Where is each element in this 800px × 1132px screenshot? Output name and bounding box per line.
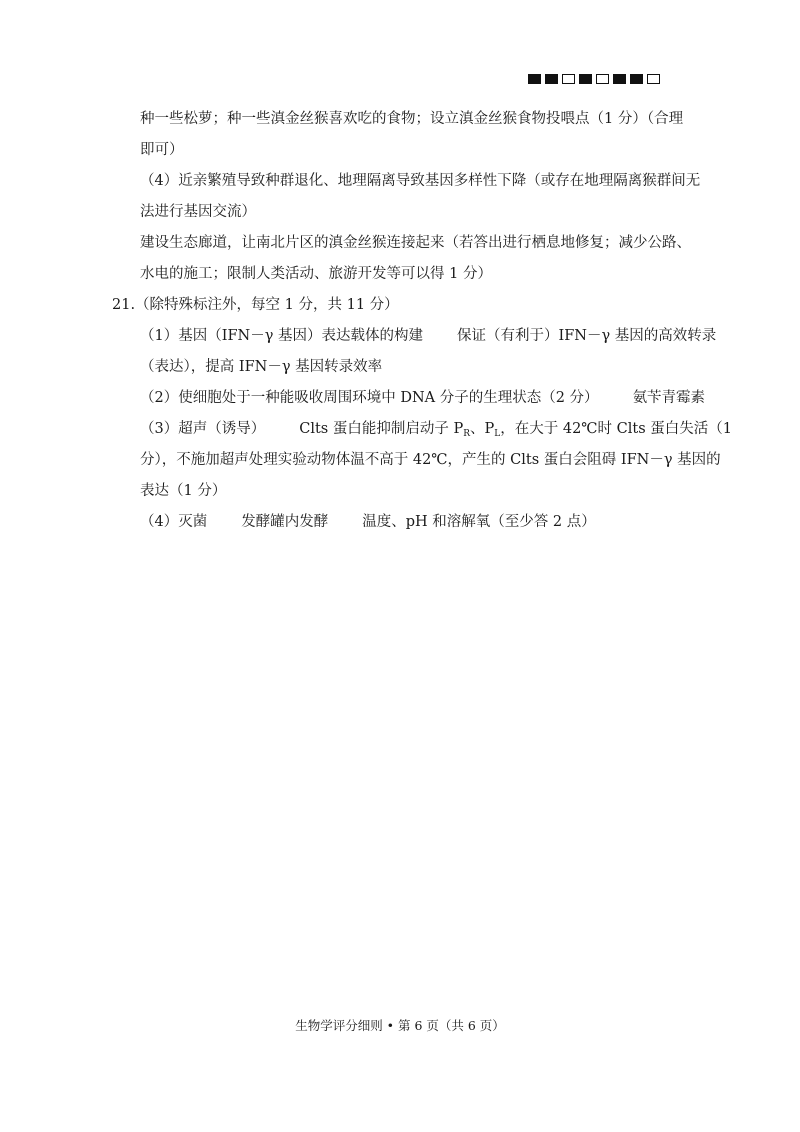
text-line: 水电的施工；限制人类活动、旅游开发等可以得 1 分）	[140, 266, 492, 282]
text-line	[112, 321, 717, 352]
answer-part: 氨苄青霉素	[632, 390, 706, 406]
exam-code-marks	[528, 74, 660, 84]
text-line: 种一些松萝；种一些滇金丝猴喜欢吃的食物；设立滇金丝猴食物投喂点（1 分）（合理	[140, 111, 684, 127]
answer-part: ，在大于 42℃时 Clts 蛋白失活（1	[500, 421, 732, 437]
code-mark	[630, 74, 643, 84]
answer-part: （4）灭菌	[140, 514, 208, 530]
code-mark	[613, 74, 626, 84]
answer-part: 发酵罐内发酵	[241, 514, 329, 530]
code-mark	[545, 74, 558, 84]
text-line: （4）近亲繁殖导致种群退化、地理隔离导致基因多样性下降（或存在地理隔离猴群间无	[140, 173, 701, 189]
text-line	[112, 414, 732, 445]
question-21-heading: 21.（除特殊标注外，每空 1 分，共 11 分）	[112, 297, 399, 313]
code-mark	[528, 74, 541, 84]
text-line: 即可）	[140, 142, 184, 158]
subscript: L	[494, 429, 501, 439]
text-line: 法进行基因交流）	[140, 204, 256, 220]
answer-part: 保证（有利于）IFN－γ 基因的高效转录	[456, 328, 717, 344]
text-line: （表达），提高 IFN－γ 基因转录效率	[140, 359, 383, 375]
code-mark	[647, 74, 660, 84]
page-footer: 生物学评分细则 • 第 6 页（共 6 页）	[295, 1018, 505, 1033]
answer-part: 温度、pH 和溶解氧（至少答 2 点）	[362, 514, 596, 530]
code-mark	[562, 74, 575, 84]
answer-part: 、P	[470, 421, 495, 437]
text-line	[112, 383, 706, 414]
answer-part: （2）使细胞处于一种能吸收周围环境中 DNA 分子的生理状态（2 分）	[140, 390, 599, 406]
answer-part: （3）超声（诱导）	[140, 421, 266, 437]
text-line: 建设生态廊道，让南北片区的滇金丝猴连接起来（若答出进行栖息地修复；减少公路、	[140, 235, 691, 251]
code-mark	[596, 74, 609, 84]
answer-content	[112, 104, 732, 538]
answer-part: （1）基因（IFN－γ 基因）表达载体的构建	[140, 328, 423, 344]
subscript: R	[463, 429, 470, 439]
answer-part: Clts 蛋白能抑制启动子 P	[299, 421, 464, 437]
code-mark	[579, 74, 592, 84]
text-line: 分），不施加超声处理实验动物体温不高于 42℃，产生的 Clts 蛋白会阻碍 IFN－γ 基因的	[140, 452, 721, 468]
text-line	[112, 507, 697, 538]
text-line: 表达（1 分）	[140, 483, 227, 499]
